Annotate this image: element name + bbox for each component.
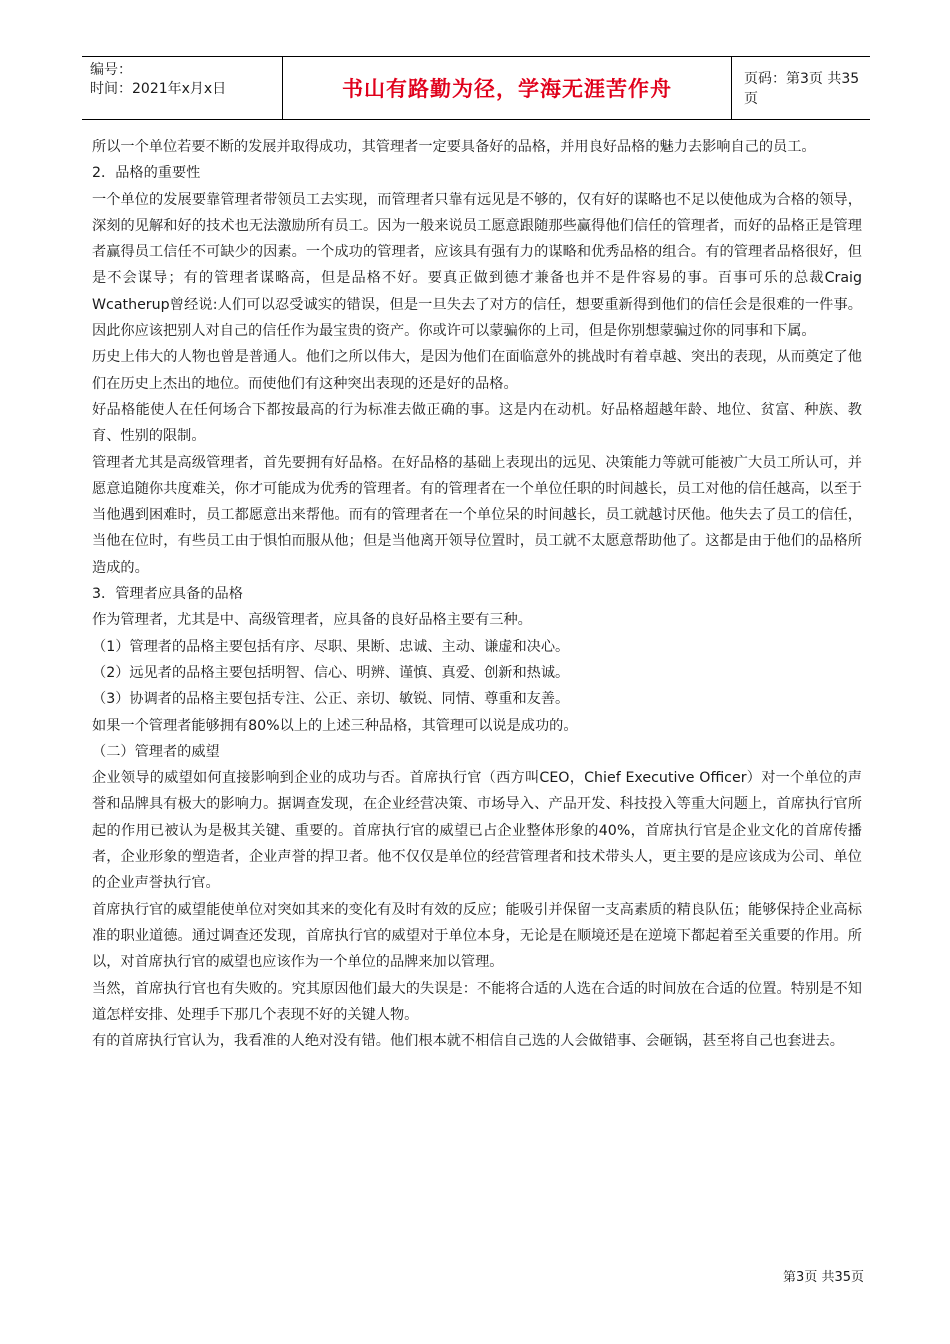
paragraph: 当然，首席执行官也有失败的。究其原因他们最大的失误是：不能将合适的人选在合适的时间放在合适的位置。特别是不知道怎样安排、处理手下那几个表现不好的关键人物。 [92, 980, 862, 1023]
list-item: （1）管理者的品格主要包括有序、尽职、果断、忠诚、主动、谦虚和决心。 [92, 638, 570, 655]
section-heading: 3．管理者应具备的品格 [92, 586, 243, 603]
header-motto: 书山有路勤为径，学海无涯苦作舟 [282, 57, 732, 119]
paragraph: 企业领导的威望如何直接影响到企业的成功与否。首席执行官（西方叫CEO，Chief Executive Officer）对一个单位的声誉和品牌具有极大的影响力。据调查发现，在企业经营决策、市场导入、产品开发、科技投入等重大问题上，首席执行官所起的作用已被认为是极其关键、重要的。首席执行官的威望已占企业整体形象的40%，首席执行官是企业文化的首席传播者，企业形象的塑造者，企业声誉的捍卫者。他不仅仅是单位的经营管理者和技术带头人，更主要的是应该成为公司、单位的企业声誉执行官。 [92, 770, 862, 892]
paragraph: 好品格能使人在任何场合下都按最高的行为标准去做正确的事。这是内在动机。好品格超越年龄、地位、贫富、种族、教育、性别的限制。 [92, 401, 862, 445]
section-heading: 2．品格的重要性 [92, 165, 201, 182]
document-body [92, 134, 862, 1054]
header-meta [82, 57, 282, 119]
paragraph: 管理者尤其是高级管理者，首先要拥有好品格。在好品格的基础上表现出的远见、决策能力等就可能被广大员工所认可，并愿意追随你共度难关，你才可能成为优秀的管理者。有的管理者在一个单位任职的时间越长，员工对他的信任越高，以至于当他遇到困难时，员工都愿意出来帮他。而有的管理者在一个单位呆的时间越长，员工就越讨厌他。他失去了员工的信任，当他在位时，有些员工由于惧怕而服从他；但是当他离开领导位置时，员工就不太愿意帮助他了。这都是由于他们的品格所造成的。 [92, 454, 862, 576]
paragraph: 所以一个单位若要不断的发展并取得成功，其管理者一定要具备好的品格，并用良好品格的魅力去影响自己的员工。 [92, 139, 816, 155]
paragraph: 作为管理者，尤其是中、高级管理者，应具备的良好品格主要有三种。 [92, 612, 532, 629]
paragraph: 历史上伟大的人物也曾是普通人。他们之所以伟大，是因为他们在面临意外的挑战时有着卓越、突出的表现，从而奠定了他们在历史上杰出的地位。而使他们有这种突出表现的还是好的品格。 [92, 349, 862, 392]
list-item: （2）远见者的品格主要包括明智、信心、明辨、谨慎、真爱、创新和热诚。 [92, 664, 570, 681]
paragraph: 如果一个管理者能够拥有80%以上的上述三种品格，其管理可以说是成功的。 [92, 717, 578, 734]
section-heading: （二）管理者的威望 [92, 743, 220, 760]
page-header [82, 56, 870, 120]
list-item: （3）协调者的品格主要包括专注、公正、亲切、敏锐、同情、尊重和友善。 [92, 691, 570, 708]
document-time-label: 时间：2021年x月x日 [90, 81, 227, 97]
paragraph: 首席执行官的威望能使单位对突如其来的变化有及时有效的反应；能吸引并保留一支高素质的精良队伍；能够保持企业高标准的职业道德。通过调查还发现，首席执行官的威望对于单位本身，无论是在顺境还是在逆境下都起着至关重要的作用。所以，对首席执行官的威望也应该作为一个单位的品牌来加以管理。 [92, 901, 862, 971]
paragraph: 一个单位的发展要靠管理者带领员工去实现，而管理者只靠有远见是不够的，仅有好的谋略也不足以使他成为合格的领导，深刻的见解和好的技术也无法激励所有员工。因为一般来说员工愿意跟随那些赢得他们信任的管理者，而好的品格正是管理者赢得员工信任不可缺少的因素。一个成功的管理者，应该具有强有力的谋略和优秀品格的组合。有的管理者品格很好，但是不会谋导；有的管理者谋略高，但是品格不好。要真正做到德才兼备也并不是件容易的事。百事可乐的总裁Craig Wcatherup曾经说:人们可以忍受诚实的错误，但是一旦失去了对方的信任，想要重新得到他们的信任会是很难的一件事。因此你应该把别人对自己的信任作为最宝贵的资产。你或许可以蒙骗你的上司，但是你别想蒙骗过你的同事和下属。 [92, 191, 862, 340]
header-page-number: 页码：第3页 共35页 [744, 71, 860, 107]
document-number-label: 编号： [90, 62, 132, 78]
paragraph: 有的首席执行官认为，我看准的人绝对没有错。他们根本就不相信自己选的人会做错事、会砸锅，甚至将自己也套进去。 [92, 1033, 844, 1050]
page-footer: 第3页 共35页 [783, 1270, 864, 1285]
